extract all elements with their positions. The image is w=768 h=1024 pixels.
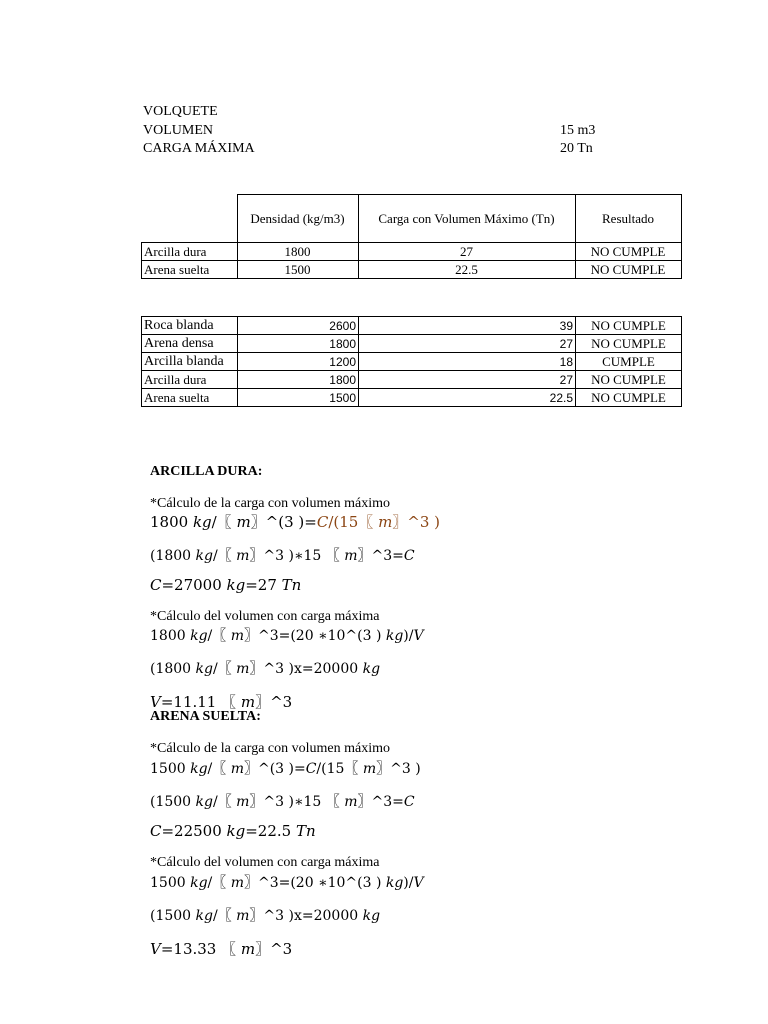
resultado-cell: NO CUMPLE [576, 335, 682, 353]
table-row [142, 243, 682, 261]
arcilla-calc2-label: *Cálculo del volumen con carga máxima [150, 609, 380, 624]
material-cell: Arena densa [142, 335, 238, 353]
arcilla-eq1-lhs: 1800 𝑘𝑔/〖 𝑚〗^(3 )= [150, 513, 317, 531]
densidad-cell: 1200 [238, 353, 359, 371]
arcilla-calc1-label: *Cálculo de la carga con volumen máximo [150, 496, 391, 511]
arena-suelta-heading: ARENA SUELTA: [150, 709, 261, 724]
arcilla-eq5: (1800 𝑘𝑔/〖 𝑚〗^3 )x=20000 𝑘𝑔 [150, 661, 381, 677]
arena-calc2-label: *Cálculo del volumen con carga máxima [150, 855, 380, 870]
carga-maxima-value: 20 Tn [560, 141, 593, 156]
doc-title: VOLQUETE [143, 104, 218, 119]
arena-eq1: 1500 𝑘𝑔/〖 𝑚〗^(3 )=𝐶/(15〖 𝑚〗^3 ) [150, 761, 421, 777]
densidad-cell: 1500 [238, 389, 359, 407]
arena-eq5: (1500 𝑘𝑔/〖 𝑚〗^3 )x=20000 𝑘𝑔 [150, 908, 381, 924]
header-carga: Carga con Volumen Máximo (Tn) [358, 195, 575, 243]
resultado-cell: NO CUMPLE [576, 317, 682, 335]
resultado-cell: NO CUMPLE [575, 261, 681, 279]
header-blank-cell [142, 195, 238, 243]
densidad-cell: 1800 [237, 243, 358, 261]
table-row [142, 371, 682, 389]
resultado-cell: CUMPLE [576, 353, 682, 371]
carga-cell: 27 [359, 335, 576, 353]
table-header-row [142, 195, 682, 243]
material-cell: Roca blanda [142, 317, 238, 335]
header-resultado: Resultado [575, 195, 681, 243]
material-cell: Arcilla blanda [142, 353, 238, 371]
material-cell: Arena suelta [142, 389, 238, 407]
materials-table [141, 316, 682, 407]
carga-cell: 39 [359, 317, 576, 335]
arcilla-dura-heading: ARCILLA DURA: [150, 464, 263, 479]
material-cell: Arcilla dura [142, 371, 238, 389]
arena-eq3: 𝐶=22500 𝑘𝑔=22.5 𝑇𝑛 [150, 822, 316, 840]
table-row [142, 353, 682, 371]
carga-cell: 27 [359, 371, 576, 389]
arcilla-eq3: 𝐶=27000 𝑘𝑔=27 𝑇𝑛 [150, 576, 302, 594]
carga-cell: 22.5 [358, 261, 575, 279]
arena-calc1-label: *Cálculo de la carga con volumen máximo [150, 741, 391, 756]
material-cell: Arena suelta [142, 261, 238, 279]
carga-cell: 22.5 [359, 389, 576, 407]
densidad-cell: 2600 [238, 317, 359, 335]
material-cell: Arcilla dura [142, 243, 238, 261]
densidad-cell: 1500 [237, 261, 358, 279]
densidad-cell: 1800 [238, 371, 359, 389]
resultado-cell: NO CUMPLE [575, 243, 681, 261]
arena-eq4: 1500 𝑘𝑔/〖 𝑚〗^3=(20 ∗10^(3 ) 𝑘𝑔)/𝑉 [150, 875, 424, 891]
arena-eq2: (1500 𝑘𝑔/〖 𝑚〗^3 )∗15 〖 𝑚〗^3=𝐶 [150, 794, 415, 810]
table-row [142, 317, 682, 335]
header-densidad: Densidad (kg/m3) [237, 195, 358, 243]
carga-cell: 27 [358, 243, 575, 261]
arcilla-eq6: 𝑉=11.11 〖 𝑚〗^3 [150, 693, 293, 711]
table-row [142, 335, 682, 353]
carga-maxima-label: CARGA MÁXIMA [143, 141, 255, 156]
arena-eq6: 𝑉=13.33 〖 𝑚〗^3 [150, 940, 293, 958]
results-table [141, 194, 682, 279]
table-row [142, 261, 682, 279]
densidad-cell: 1800 [238, 335, 359, 353]
resultado-cell: NO CUMPLE [576, 389, 682, 407]
carga-cell: 18 [359, 353, 576, 371]
arcilla-eq1-rhs: 𝐶/(15〖 𝑚〗^3 ) [316, 513, 441, 531]
resultado-cell: NO CUMPLE [576, 371, 682, 389]
volumen-label: VOLUMEN [143, 123, 213, 138]
table-row [142, 389, 682, 407]
arcilla-eq4: 1800 𝑘𝑔/〖 𝑚〗^3=(20 ∗10^(3 ) 𝑘𝑔)/𝑉 [150, 628, 424, 644]
arcilla-eq2: (1800 𝑘𝑔/〖 𝑚〗^3 )∗15 〖 𝑚〗^3=𝐶 [150, 548, 415, 564]
arcilla-eq1 [150, 511, 440, 532]
volumen-value: 15 m3 [560, 123, 596, 138]
